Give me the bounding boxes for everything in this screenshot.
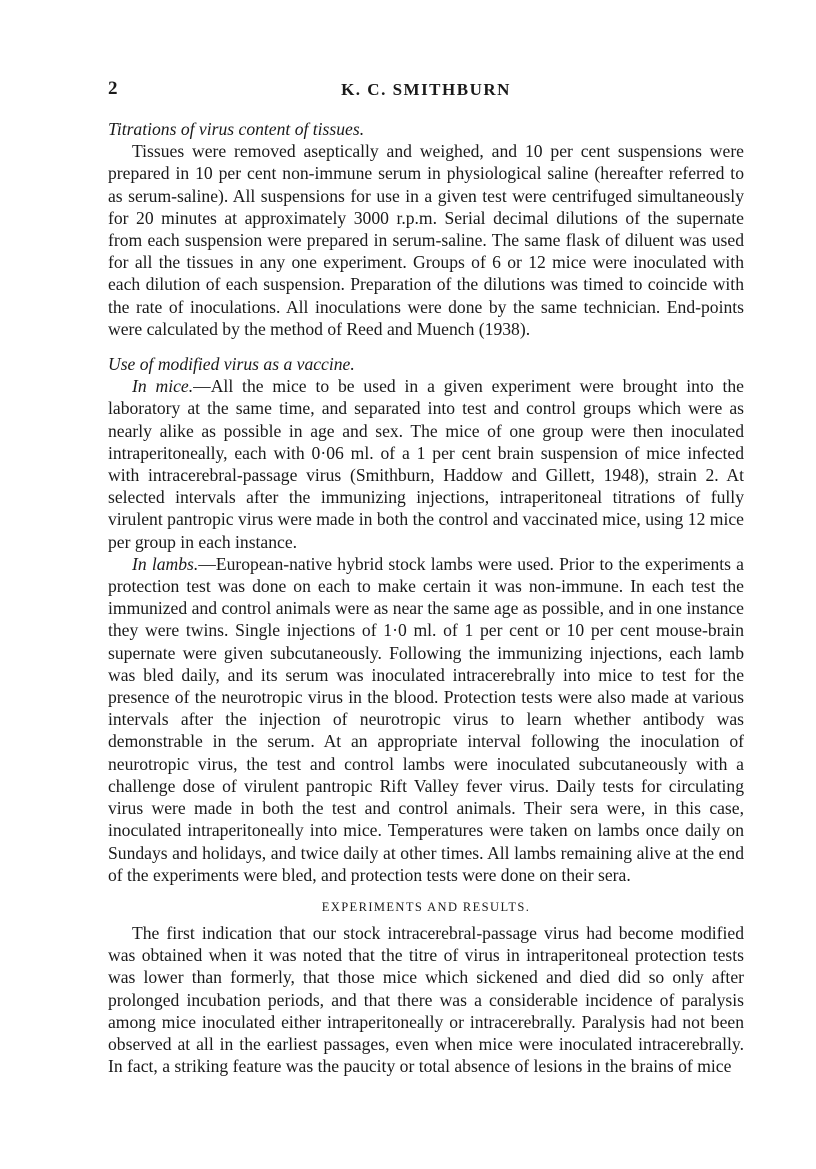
page-body [108, 118, 744, 1077]
section-title: Use of modified virus as a vaccine. [108, 354, 355, 375]
paragraph: The first indication that our stock intracerebral-passage virus had become modified was obtained when it was noted that the titre of virus in intraperitoneal protection tests was lower than formerly, that those mice which sickened and died did so only after prolonged incubation periods, and that there was a considerable incidence of paralysis among mice inoculated either intraperitoneally or intracerebrally. Paralysis had not been observed at all in the earliest passages, even when mice were inoculated intracerebrally. In fact, a striking feature was the paucity or total absence of lesions in the brains of mice [108, 922, 744, 1077]
section-results [108, 896, 744, 1077]
running-head: K. C. SMITHBURN [341, 80, 511, 99]
subsection-lead: In mice. [132, 376, 194, 397]
section-title: Titrations of virus content of tissues. [108, 119, 365, 139]
paragraph-text: —All the mice to be used in a given experiment were brought into the laboratory at the same time, and separated into test and control groups which were as nearly alike as possible in age and sex. The mice of one group were then inoculated intraperitoneally, each with 0·06 ml. of a 1 per cent brain suspension of mice infected with intracerebral-passage virus (Smithburn, Haddow and Gillett, 1948), strain 2. At selected intervals after the immunizing injections, intraperitoneal titrations of fully virulent pantropic virus were made in both the control and vaccinated mice, using 12 mice per group in each instance. [108, 376, 744, 552]
paragraph-mice [108, 375, 744, 553]
paragraph: Tissues were removed aseptically and weighed, and 10 per cent suspensions were prepared in 10 per cent non-immune serum in physiological saline (hereafter referred to as serum-saline). All suspensions for use in a given test were centrifuged simultaneously for 20 minutes at approximately 3000 r.p.m. Serial decimal dilutions of the supernate from each suspension were prepared in serum-saline. The same flask of diluent was used for all the tissues in any one experiment. Groups of 6 or 12 mice were inoculated with each dilution of each suspension. Preparation of the dilutions was timed to coincide with the rate of inoculations. All inoculations were done by the same technician. End-points were calculated by the method of Reed and Muench (1938). [108, 141, 744, 339]
section-titrations [108, 118, 744, 340]
page-header [108, 78, 744, 102]
section-vaccine [108, 353, 744, 886]
page-number: 2 [108, 78, 118, 99]
section-heading: EXPERIMENTS AND RESULTS. [321, 899, 531, 914]
paragraph-lambs [108, 553, 744, 886]
paragraph-text: —European-native hybrid stock lambs were used. Prior to the experiments a protection test was done on each to make certain it was non-immune. In each test the immunized and control animals were as near the same age as possible, and in one instance they were twins. Single injections of 1·0 ml. of 1 per cent or 10 per cent mouse-brain supernate were given subcutaneously. Following the immunizing injections, each lamb was bled daily, and its serum was inoculated intracerebrally into mice to test for the presence of the neurotropic virus in the blood. Protection tests were also made at various intervals after the injection of neurotropic virus to learn whether antibody was demonstrable in the serum. At an appropriate interval following the inoculation of neurotropic virus, the test and control lambs were inoculated subcutaneously with a challenge dose of virulent pantropic Rift Valley fever virus. Daily tests for circulating virus were made in both the test and control animals. Their sera were, in this case, inoculated intraperitoneally into mice. Temperatures were taken on lambs once daily on Sundays and holidays, and twice daily at other times. All lambs remaining alive at the end of the experiments were bled, and protection tests were done on their sera. [108, 553, 744, 885]
subsection-lead: In lambs. [132, 553, 199, 574]
